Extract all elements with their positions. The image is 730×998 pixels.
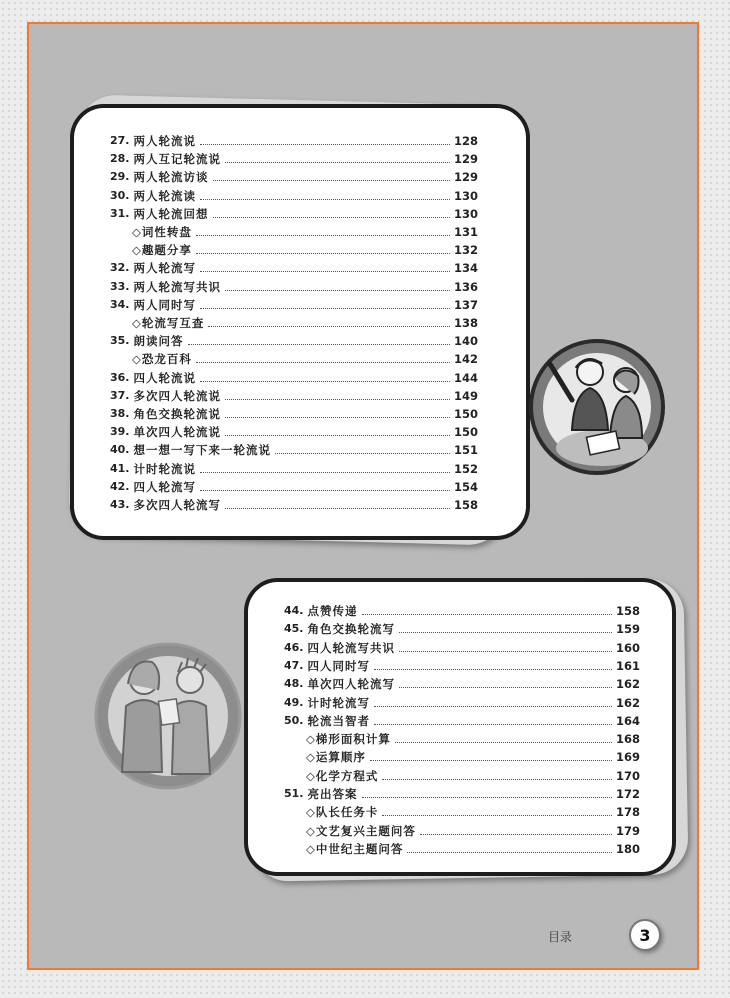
toc-entry-number: 30. [110,188,130,202]
toc-entry-page: 164 [615,713,640,728]
toc-entry-number: 49. [284,695,304,709]
toc-entry-page: 159 [615,622,640,637]
toc-leader-dots [420,833,612,835]
toc-entry-page: 162 [615,695,640,710]
toc-entry [284,783,640,801]
toc-leader-dots [225,416,450,418]
toc-entry-page: 132 [453,243,478,258]
toc-entry [110,294,478,312]
toc-entry-number: 33. [110,279,130,293]
toc-entry-page: 137 [453,297,478,312]
toc-leader-dots [362,613,612,615]
toc-entry-title: 四人轮流写 [133,479,196,494]
toc-leader-dots [399,631,612,633]
toc-entry [284,655,640,673]
toc-entry-page: 128 [453,134,478,148]
toc-entry [284,637,640,655]
toc-entry-page: 129 [453,170,478,185]
toc-entry-title: 四人轮流写共识 [307,640,395,655]
toc-entry [306,765,640,783]
toc-entry-title: 想一想一写下来一轮流说 [133,443,271,458]
toc-entry-number: 39. [110,425,130,439]
toc-leader-dots [200,143,450,145]
toc-entry-number: 44. [284,604,304,617]
toc-entry-number: 31. [110,206,130,220]
toc-entry-title: ◇轮流写互查 [132,316,205,330]
toc-entry [284,600,640,618]
toc-entry-number: 42. [110,479,130,493]
toc-leader-dots [200,471,450,473]
toc-entry-title: 计时轮流说 [133,461,196,476]
toc-entry-title: 两人轮流写 [133,261,196,276]
toc-entry [132,348,478,366]
toc-entry-title: 计时轮流写 [307,695,370,710]
toc-entry [284,692,640,710]
toc-entry-number: 32. [110,261,130,275]
toc-leader-dots [374,668,612,670]
toc-entry-title: ◇恐龙百科 [132,352,192,367]
toc-entry [110,385,478,403]
toc-entry-number: 29. [110,170,130,184]
toc-entry-number: 48. [284,677,304,691]
toc-entry-page: 129 [453,152,478,167]
toc-leader-dots [407,851,612,853]
toc-entry-number: 34. [110,297,130,311]
toc-entry-title: 单次四人轮流写 [307,677,395,692]
toc-leader-dots [374,723,612,725]
toc-entry-page: 180 [615,841,640,856]
toc-entry [110,458,478,476]
toc-leader-dots [208,325,450,327]
toc-entry-page: 161 [615,658,640,673]
toc-entry-page: 160 [615,640,640,655]
toc-entry [306,820,640,838]
toc-entry [110,148,478,166]
toc-entry-title: 两人轮流读 [133,188,196,203]
toc-leader-dots [395,741,612,743]
toc-entry-number: 50. [284,713,304,727]
toc-entry-page: 179 [615,823,640,838]
students-illustration-right [528,338,666,476]
toc-entry-number: 27. [110,134,130,147]
toc-entry-page: 178 [615,805,640,820]
toc-entry [110,494,478,512]
toc-entry-number: 43. [110,498,130,511]
toc-entry-title: 两人轮流回想 [133,206,209,221]
toc-entry-title: ◇词性转盘 [132,225,192,239]
toc-entry-title: ◇运算顺序 [306,750,366,765]
toc-entry-page: 134 [453,261,478,276]
toc-entry [284,710,640,728]
toc-leader-dots [200,198,450,200]
toc-entry [110,421,478,439]
toc-entry-number: 46. [284,640,304,654]
toc-entry-title: 朗读问答 [133,334,184,349]
toc-entry [110,276,478,294]
toc-entry-page: 154 [453,479,478,494]
toc-leader-dots [382,778,612,780]
toc-leader-dots [362,796,612,798]
toc-entry-page: 152 [453,461,478,476]
toc-leader-dots [370,759,612,761]
toc-entry [110,367,478,385]
toc-entry-number: 35. [110,334,130,348]
toc-entry-page: 158 [615,604,640,618]
toc-entry-page: 131 [453,225,478,239]
toc-leader-dots [225,161,450,163]
toc-entry-title: 两人轮流说 [133,134,196,148]
toc-leader-dots [188,343,450,345]
toc-entry-page: 144 [453,370,478,385]
toc-entry [110,439,478,457]
toc-entry [306,801,640,819]
toc-entry [284,673,640,691]
toc-entry-page: 150 [453,407,478,421]
toc-entry [110,257,478,275]
students-illustration-left [92,640,244,792]
toc-entry-title: 点赞传递 [307,604,358,618]
toc-entry-number: 28. [110,152,130,166]
toc-entry [306,728,640,746]
toc-entry-page: 130 [453,206,478,221]
toc-entry-title: 两人轮流访谈 [133,170,209,185]
toc-entry [306,838,640,856]
toc-entry-title: 单次四人轮流说 [133,425,221,440]
toc-leader-dots [374,705,612,707]
toc-leader-dots [382,814,612,816]
toc-entry-page: 169 [615,750,640,765]
toc-entry-page: 158 [453,498,478,512]
toc-entry-page: 172 [615,787,640,801]
toc-leader-dots [225,507,450,509]
toc-entry-title: 两人同时写 [133,297,196,312]
toc-entry-title: 两人互记轮流说 [133,152,221,167]
toc-entry-title: 角色交换轮流写 [307,622,395,637]
toc-entry-number: 37. [110,388,130,402]
toc-entry-title: ◇中世纪主题问答 [306,841,404,856]
page-number-badge: 3 [629,919,661,951]
toc-entry-title: ◇文艺复兴主题问答 [306,823,416,838]
toc-entry [306,746,640,764]
toc-leader-dots [399,686,612,688]
footer-section-label: 目录 [548,930,573,944]
toc-entry-page: 150 [453,425,478,440]
toc-entry [110,476,478,494]
toc-entry-title: 四人同时写 [307,658,370,673]
toc-entry [284,618,640,636]
toc-entry-title: ◇梯形面积计算 [306,732,391,747]
toc-leader-dots [196,361,450,363]
toc-entry-title: ◇化学方程式 [306,768,379,783]
toc-entry [110,130,478,148]
toc-leader-dots [399,650,612,652]
toc-entry-page: 130 [453,188,478,203]
toc-entry-number: 40. [110,443,130,457]
toc-entry-title: 两人轮流写共识 [133,279,221,294]
toc-entry-title: ◇趣题分享 [132,243,192,258]
toc-leader-dots [213,179,450,181]
toc-entry-title: 角色交换轮流说 [133,407,221,421]
toc-entry-page: 138 [453,316,478,330]
toc-entry [110,166,478,184]
toc-entry-page: 170 [615,768,640,783]
toc-entry-page: 151 [453,443,478,458]
toc-leader-dots [200,489,450,491]
toc-leader-dots [200,270,450,272]
toc-entry-title: 四人轮流说 [133,370,196,385]
toc-entry [110,185,478,203]
toc-entry [110,403,478,421]
toc-entry-page: 136 [453,279,478,294]
toc-leader-dots [225,398,450,400]
toc-entry-page: 149 [453,388,478,403]
toc-entry-title: 亮出答案 [307,787,358,801]
toc-leader-dots [196,252,450,254]
toc-entry-number: 45. [284,622,304,636]
toc-entry-number: 36. [110,370,130,384]
toc-entry-title: 多次四人轮流写 [133,498,221,512]
toc-entry [110,330,478,348]
toc-leader-dots [225,289,450,291]
toc-leader-dots [275,452,450,454]
toc-entry [132,312,478,330]
toc-card-2 [244,578,676,876]
toc-leader-dots [200,307,450,309]
toc-entry [132,239,478,257]
toc-entry-title: ◇队长任务卡 [306,805,379,820]
toc-entry-page: 168 [615,732,640,747]
toc-entry-number: 38. [110,407,130,420]
toc-entry-title: 轮流当智者 [307,713,370,728]
toc-entry-title: 多次四人轮流说 [133,388,221,403]
toc-leader-dots [225,434,450,436]
toc-entry-number: 47. [284,658,304,672]
toc-entry [110,203,478,221]
toc-leader-dots [196,234,450,236]
toc-entry-page: 140 [453,334,478,349]
toc-entry [132,221,478,239]
toc-entry-page: 142 [453,352,478,367]
toc-entry-page: 162 [615,677,640,692]
toc-entry-number: 51. [284,787,304,800]
toc-leader-dots [213,216,450,218]
toc-entry-number: 41. [110,461,130,475]
toc-card-1 [70,104,530,540]
toc-leader-dots [200,380,450,382]
